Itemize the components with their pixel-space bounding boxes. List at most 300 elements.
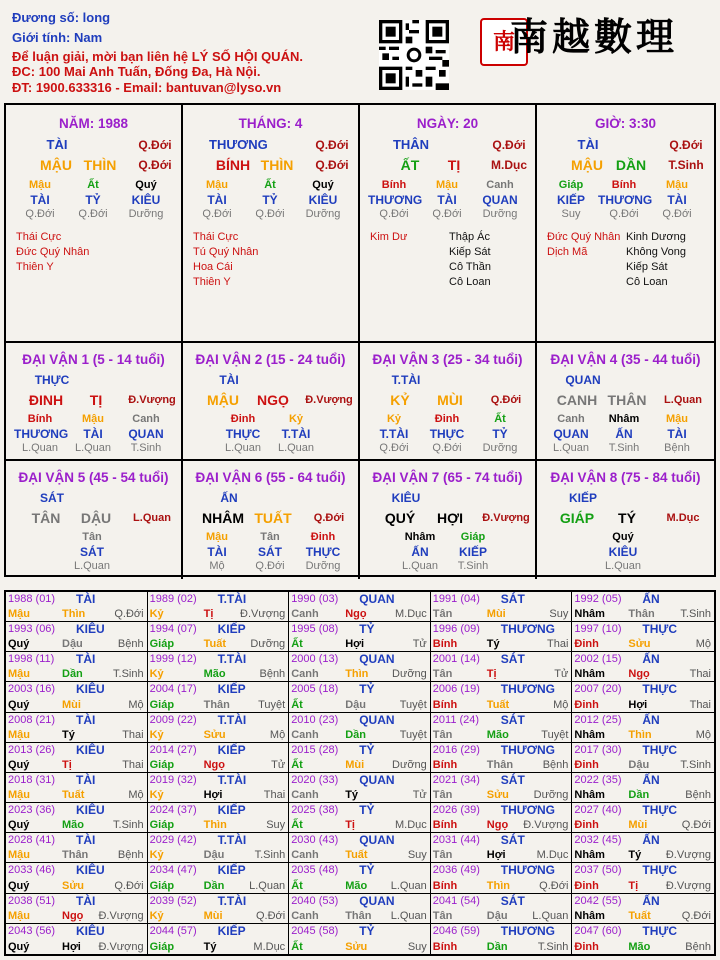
pillar-title: NGÀY: 20 (416, 116, 479, 131)
year-phase: Suy (549, 608, 569, 621)
year-branch: Dần (62, 668, 83, 681)
hidden-phase: Dưỡng (128, 208, 164, 220)
year-label: 2035 (48) (291, 864, 339, 877)
year-branch: Sửu (62, 879, 85, 892)
year-cell (148, 863, 290, 893)
year-cell (572, 894, 714, 924)
year-stem: Mậu (8, 789, 30, 802)
year-star: KIÊU (76, 742, 105, 757)
year-label: 2025 (38) (291, 804, 339, 817)
year-stem: Nhâm (574, 728, 605, 741)
year-label: 2012 (25) (574, 713, 622, 726)
year-label: 2036 (49) (432, 864, 480, 877)
year-branch: Mão (345, 879, 368, 892)
year-phase: Dưỡng (250, 638, 286, 651)
year-cell (148, 894, 290, 924)
hidden-stem: Tân (82, 531, 102, 543)
year-stem: Kỷ (149, 909, 164, 922)
year-label: 1998 (11) (8, 653, 55, 666)
luck-pillar-stem: CANH (556, 392, 598, 408)
year-cell (289, 713, 431, 743)
year-phase: Mộ (553, 698, 569, 711)
hidden-god: KIẾP (556, 193, 585, 207)
year-branch: Hợi (628, 698, 648, 711)
year-cell (431, 652, 573, 682)
year-label: 1990 (03) (291, 593, 339, 605)
pillar-branch: TỊ (447, 157, 461, 173)
year-phase: Mộ (269, 728, 286, 741)
hidden-god: TÀI (207, 545, 227, 559)
hidden-phase: Q.Đới (662, 208, 692, 220)
year-stem: Bính (432, 879, 458, 892)
year-label: 2000 (13) (291, 653, 339, 666)
year-cell (431, 773, 573, 803)
year-branch: Tị (345, 819, 355, 832)
year-cell (431, 682, 573, 712)
year-stem: Bính (432, 940, 458, 953)
luck-pillar-star: THỰC (34, 373, 70, 387)
year-branch: Thân (62, 849, 89, 862)
year-phase: Đ.Vượng (665, 849, 711, 862)
hidden-god: TÀI (437, 193, 457, 207)
year-label: 2045 (58) (291, 924, 339, 937)
hidden-stem: Mậu (206, 179, 228, 191)
hidden-stem: Giáp (558, 179, 584, 191)
year-branch: Sửu (486, 789, 509, 802)
year-phase: L.Quan (390, 879, 427, 892)
year-cell (148, 622, 290, 652)
hidden-god: THƯƠNG (598, 193, 653, 207)
year-cell (572, 833, 714, 863)
year-branch: Tuất (62, 789, 85, 802)
year-phase: Mộ (128, 789, 144, 802)
hidden-phase: Mộ (209, 560, 225, 572)
hidden-phase: Q.Đới (379, 442, 409, 454)
year-phase: T.Sinh (254, 849, 286, 862)
year-phase: Q.Đới (539, 879, 569, 892)
year-stem: Mậu (8, 909, 30, 922)
year-stem: Tân (432, 909, 453, 922)
year-stem: Đinh (574, 638, 599, 651)
year-stem: Tân (432, 668, 453, 681)
year-cell (6, 894, 148, 924)
year-stem: Canh (291, 608, 319, 621)
hidden-god: TÀI (207, 193, 227, 207)
special-star: Kinh Dương (626, 231, 686, 243)
pillar-title: THÁNG: 4 (238, 116, 303, 131)
year-phase: Tuyệt (258, 698, 286, 711)
hidden-stem: Nhâm (608, 413, 640, 425)
year-phase: L.Quan (390, 909, 427, 922)
hidden-god: T.TÀI (281, 427, 311, 441)
special-star: Hoa Cái (193, 261, 233, 273)
year-label: 2003 (16) (8, 683, 56, 696)
hidden-stem: Canh (557, 413, 585, 425)
year-phase: Mộ (128, 698, 144, 711)
hidden-stem: Giáp (460, 531, 486, 543)
hidden-phase: Suy (561, 208, 581, 220)
luck-pillar-branch: TUẤT (254, 510, 292, 526)
year-phase: Đ.Vượng (240, 608, 286, 621)
year-label: 2037 (50) (574, 864, 622, 877)
year-stem: Kỷ (149, 789, 164, 802)
year-cell (289, 773, 431, 803)
year-branch: Thìn (62, 608, 86, 621)
year-label: 2017 (30) (574, 743, 622, 756)
year-phase: Q.Đới (255, 909, 286, 922)
year-star: SÁT (500, 712, 525, 727)
pillar-star-phase: Q.Đới (669, 138, 703, 152)
year-star: TÀI (76, 893, 96, 908)
hidden-phase: Q.Đới (432, 208, 462, 220)
hidden-god: KIẾP (458, 545, 487, 559)
year-phase: Bệnh (685, 789, 711, 802)
hidden-stem: Kỷ (386, 413, 402, 425)
luck-pillar-stem: QUÝ (384, 510, 416, 526)
special-star: Đức Quý Nhân (547, 231, 621, 243)
year-stem: Canh (291, 849, 319, 862)
year-label: 2004 (17) (149, 683, 197, 696)
year-star: TÀI (76, 772, 96, 787)
year-stem: Ất (291, 819, 303, 832)
year-star: TỶ (359, 682, 375, 697)
year-cell (572, 652, 714, 682)
hidden-phase: L.Quan (401, 560, 439, 572)
year-branch: Thìn (203, 819, 227, 832)
year-phase: Tử (412, 789, 427, 802)
year-phase: Đ.Vượng (665, 879, 711, 892)
luck-pillar-star: SÁT (40, 491, 64, 505)
year-branch: Mùi (628, 819, 648, 832)
year-label: 2014 (27) (149, 743, 197, 756)
year-label: 2006 (19) (432, 683, 480, 696)
year-branch: Tuất (628, 909, 651, 922)
year-phase: Mộ (695, 728, 711, 741)
year-branch: Sửu (203, 728, 226, 741)
year-label: 2027 (40) (574, 804, 622, 817)
year-stem: Mậu (8, 728, 30, 741)
year-branch: Hợi (345, 638, 365, 651)
luck-pillar-phase: Q.Đới (490, 394, 522, 406)
year-phase: M.Dục (395, 819, 427, 832)
year-star: T.TÀI (217, 652, 247, 667)
year-label: 2043 (56) (8, 924, 56, 937)
hidden-phase: Q.Đới (202, 208, 232, 220)
year-branch: Mùi (345, 758, 365, 771)
year-label: 2018 (31) (8, 773, 56, 786)
pillar-title: GIỜ: 3:30 (594, 116, 657, 131)
year-star: THƯƠNG (500, 803, 555, 818)
year-cell (431, 713, 573, 743)
special-star: Thái Cực (16, 231, 62, 243)
year-phase: Suy (266, 819, 286, 832)
year-star: TỶ (359, 742, 375, 757)
year-star: TÀI (76, 833, 96, 848)
year-cell (431, 622, 573, 652)
year-phase: Q.Đới (681, 909, 711, 922)
year-cell (6, 924, 148, 954)
year-star: KIẾP (217, 863, 246, 878)
year-branch: Tý (628, 849, 642, 862)
year-cell (148, 713, 290, 743)
year-stem: Đinh (574, 879, 599, 892)
year-stem: Tân (432, 789, 453, 802)
hidden-phase: Q.Đới (255, 560, 285, 572)
year-cell (6, 682, 148, 712)
hidden-stem: Mậu (29, 179, 51, 191)
year-star: SÁT (500, 833, 525, 848)
year-phase: Bệnh (685, 940, 711, 953)
hidden-stem: Kỷ (288, 413, 304, 425)
year-branch: Thìn (486, 879, 511, 892)
year-stem: Giáp (149, 940, 175, 953)
year-stem: Giáp (149, 879, 175, 892)
year-cell (148, 592, 290, 622)
year-stem: Bính (432, 819, 458, 832)
year-label: 2022 (35) (574, 773, 622, 786)
year-star: T.TÀI (217, 893, 247, 908)
hidden-god: ẤN (615, 427, 633, 441)
qr-code-icon[interactable] (379, 20, 449, 90)
hidden-stem: Quý (312, 179, 334, 191)
hidden-stem: Mậu (436, 179, 458, 191)
year-stem: Bính (432, 758, 458, 771)
year-branch: Thìn (628, 728, 652, 741)
year-phase: Thai (689, 698, 711, 711)
hidden-god: THỰC (305, 545, 341, 559)
year-branch: Mão (628, 940, 651, 953)
hidden-phase: Q.Đới (25, 208, 55, 220)
year-label: 1991 (04) (432, 593, 480, 605)
year-cell (6, 652, 148, 682)
year-star: TỶ (359, 803, 375, 818)
year-branch: Tị (486, 668, 497, 681)
luck-pillar-branch: TÝ (618, 510, 636, 526)
hidden-stem: Quý (135, 179, 157, 191)
year-star: ẤN (642, 592, 660, 606)
luck-pillar-star: KIẾP (568, 491, 597, 505)
special-star: Cô Thần (449, 261, 491, 273)
year-label: 2005 (18) (291, 683, 339, 696)
year-stem: Ất (291, 638, 303, 651)
pillar-branch-phase: Q.Đới (138, 158, 172, 172)
year-stem: Quý (8, 758, 30, 771)
year-stem: Mậu (8, 608, 30, 621)
year-branch: Tị (62, 758, 72, 771)
year-phase: Bệnh (259, 668, 286, 681)
contact-line: Để luận giải, mời bạn liên hệ LÝ SỐ HỘI QUÁN. (12, 49, 303, 64)
year-cell (431, 894, 573, 924)
hidden-god: KIÊU (608, 545, 638, 559)
luck-pillar-stem: NHÂM (202, 510, 244, 526)
year-phase: Q.Đới (681, 819, 711, 832)
year-star: THỰC (642, 863, 678, 878)
year-label: 2001 (14) (432, 653, 480, 666)
special-star: Thái Cực (193, 231, 239, 243)
luck-pillar-branch: DẬU (80, 510, 112, 526)
hidden-god: T.TÀI (379, 427, 409, 441)
year-cell (289, 743, 431, 773)
year-label: 2041 (54) (432, 894, 480, 907)
year-phase: Dưỡng (392, 758, 427, 771)
year-stem: Tân (432, 728, 453, 741)
year-label: 2009 (22) (149, 713, 197, 726)
special-star: Cô Loan (626, 276, 668, 288)
hidden-phase: Q.Đới (78, 208, 108, 220)
year-phase: Mộ (695, 638, 711, 651)
year-cell (148, 924, 290, 954)
year-branch: Mão (203, 668, 226, 681)
year-branch: Sửu (345, 940, 368, 953)
year-label: 2046 (59) (432, 924, 480, 937)
year-stem: Ất (291, 940, 303, 953)
year-phase: Tử (554, 668, 569, 681)
hidden-stem: Mậu (206, 531, 228, 543)
year-cell (572, 924, 714, 954)
hidden-phase: L.Quan (224, 442, 262, 454)
luck-pillar-phase: L.Quan (133, 512, 171, 524)
hidden-stem: Đinh (434, 413, 460, 425)
gender-line: Giới tính: Nam (12, 30, 103, 45)
pillar-star: THÂN (392, 137, 430, 152)
year-label: 2047 (60) (574, 924, 622, 937)
year-stem: Quý (8, 879, 30, 892)
year-stem: Ất (291, 879, 303, 892)
year-stem: Tân (432, 849, 453, 862)
year-cell (148, 743, 290, 773)
year-cell (289, 652, 431, 682)
year-branch: Mão (486, 728, 509, 741)
year-branch: Hợi (203, 789, 223, 802)
special-star: Thiên Y (16, 261, 54, 273)
year-star: THỰC (642, 622, 678, 637)
year-branch: Dần (628, 789, 650, 802)
hidden-stem: Canh (132, 413, 160, 425)
hidden-phase: Q.Đới (379, 208, 409, 220)
hidden-god: THỰC (429, 427, 465, 441)
year-phase: Tử (412, 638, 427, 651)
special-star: Thập Ác (449, 231, 490, 243)
hidden-god: THƯƠNG (14, 427, 69, 441)
hidden-god: SÁT (80, 545, 104, 559)
year-cell (289, 863, 431, 893)
hidden-god: ẤN (411, 545, 429, 559)
luck-pillar-star: TÀI (219, 373, 239, 387)
special-star: Thiên Y (193, 276, 231, 288)
year-cell (6, 803, 148, 833)
year-label: 2033 (46) (8, 864, 56, 877)
hidden-phase: L.Quan (604, 560, 642, 572)
year-stem: Nhâm (574, 789, 605, 802)
year-label: 1997 (10) (574, 623, 622, 636)
year-phase: M.Dục (536, 849, 569, 862)
hidden-god: SÁT (258, 545, 282, 559)
pillar-star: TÀI (577, 137, 599, 152)
year-label: 2042 (55) (574, 894, 622, 907)
special-star: Kiếp Sát (449, 246, 491, 258)
year-cell (289, 833, 431, 863)
year-phase: Bệnh (117, 638, 144, 651)
year-star: TỶ (359, 923, 375, 938)
hidden-god: KIÊU (308, 193, 338, 207)
year-cell (6, 743, 148, 773)
year-stem: Đinh (574, 819, 599, 832)
year-stem: Mậu (8, 849, 30, 862)
year-cell (6, 592, 148, 622)
address-line: ĐC: 100 Mai Anh Tuấn, Đống Đa, Hà Nội. (12, 64, 261, 79)
year-cell (572, 592, 714, 622)
year-label: 1999 (12) (149, 653, 197, 666)
year-cell (431, 924, 573, 954)
year-branch: Tuất (486, 698, 510, 711)
hidden-god: TÀI (83, 427, 103, 441)
year-cell (6, 863, 148, 893)
year-label: 1994 (07) (149, 623, 197, 636)
year-branch: Sửu (628, 638, 651, 651)
year-cell (289, 803, 431, 833)
luck-pillar-phase: Đ.Vượng (128, 394, 176, 406)
year-branch: Dậu (486, 909, 508, 922)
luck-pillar-branch: NGỌ (257, 392, 289, 408)
pillar-star-phase: Q.Đới (138, 138, 172, 152)
year-branch: Thân (345, 909, 372, 922)
year-stem: Bính (432, 638, 458, 651)
hidden-phase: L.Quan (21, 442, 59, 454)
year-branch: Ngọ (345, 608, 367, 621)
luck-pillar-stem: GIÁP (559, 510, 595, 526)
year-branch: Tị (203, 608, 214, 621)
year-branch: Tuất (345, 849, 368, 862)
pillar-stem: MẬU (40, 157, 72, 173)
hidden-stem: Đinh (310, 531, 336, 543)
year-branch: Tị (628, 879, 639, 892)
special-star: Tú Quý Nhân (193, 246, 259, 258)
pillar-stem: MẬU (571, 157, 603, 173)
pillar-star: TÀI (46, 137, 68, 152)
year-label: 2028 (41) (8, 834, 56, 847)
hidden-phase: Dưỡng (482, 442, 518, 454)
year-phase: Thai (689, 668, 711, 681)
pillar-cell (537, 105, 714, 343)
year-cell (289, 924, 431, 954)
special-star: Kim Dư (370, 231, 408, 243)
year-star: KIẾP (217, 682, 246, 697)
year-phase: T.Sinh (680, 608, 711, 621)
year-star: ẤN (642, 712, 660, 727)
luck-pillar-cell (360, 343, 537, 461)
luck-pillar-cell (183, 343, 360, 461)
luck-pillar-title: ĐẠI VẬN 3 (25 - 34 tuổi) (372, 352, 523, 367)
year-star: SÁT (500, 592, 525, 606)
year-phase: Đ.Vượng (98, 909, 144, 922)
year-phase: M.Dục (253, 940, 286, 953)
luck-pillar-cell (183, 461, 360, 579)
luck-pillar-phase: Đ.Vượng (305, 394, 353, 406)
hidden-stem: Quý (612, 531, 634, 543)
year-star: THƯƠNG (500, 863, 555, 878)
year-star: KIẾP (217, 923, 246, 938)
hidden-phase: Dưỡng (482, 208, 518, 220)
year-cell (572, 743, 714, 773)
year-label: 1995 (08) (291, 623, 339, 636)
year-cell (148, 652, 290, 682)
hidden-god: TÀI (30, 193, 50, 207)
year-branch: Hợi (62, 940, 81, 953)
year-phase: Tử (271, 758, 286, 771)
year-cell (431, 803, 573, 833)
year-phase: Thai (122, 728, 144, 741)
year-star: QUAN (359, 592, 395, 606)
